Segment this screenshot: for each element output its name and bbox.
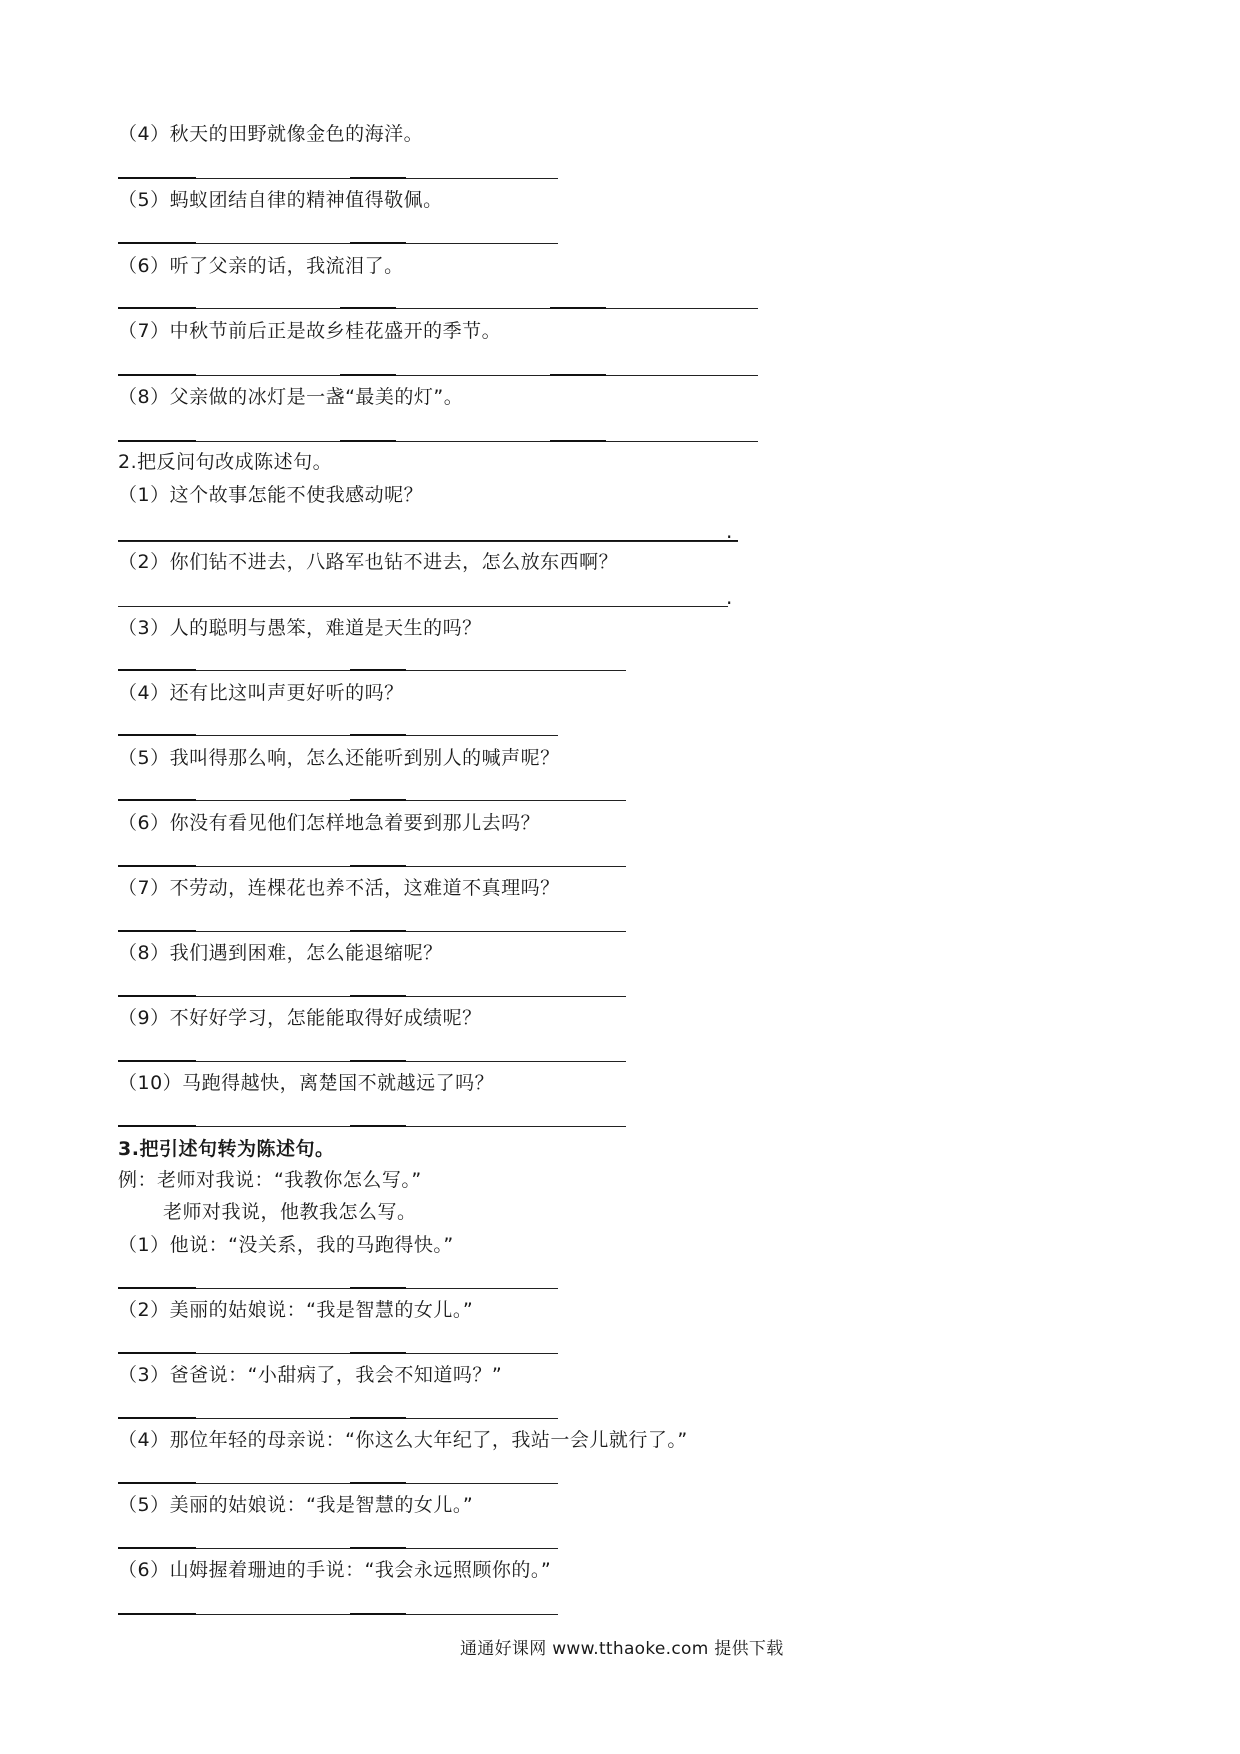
answer-line[interactable] — [118, 441, 758, 442]
s2-item-4: （4）还有比这叫声更好听的吗？ — [118, 682, 404, 704]
answer-line[interactable] — [118, 541, 738, 542]
s3-item-5: （5）美丽的姑娘说：“我是智慧的女儿。” — [118, 1494, 474, 1516]
footer-credit: 通通好课网 www.tthaoke.com 提供下载 — [460, 1639, 784, 1659]
s2-item-6: （6）你没有看见他们怎样地急着要到那儿去吗？ — [118, 812, 541, 834]
s1-item-7: （7）中秋节前后正是故乡桂花盛开的季节。 — [118, 320, 502, 342]
s2-item-8: （8）我们遇到困难，怎么能退缩呢？ — [118, 942, 443, 964]
s2-item-7: （7）不劳动，连棵花也养不活，这难道不真理吗？ — [118, 877, 560, 899]
answer-line[interactable] — [118, 375, 758, 376]
s1-item-5: （5）蚂蚁团结自律的精神值得敬佩。 — [118, 189, 443, 211]
period-mark: . — [726, 585, 733, 609]
answer-line[interactable] — [118, 308, 758, 309]
answer-line[interactable] — [118, 606, 728, 607]
s2-item-2: （2）你们钻不进去，八路军也钻不进去，怎么放东西啊？ — [118, 551, 619, 573]
s1-item-6: （6）听了父亲的话，我流泪了。 — [118, 255, 404, 277]
s3-item-3: （3）爸爸说：“小甜病了，我会不知道吗？” — [118, 1364, 503, 1386]
period-mark: . — [726, 519, 733, 543]
example-answer: 老师对我说，他教我怎么写。 — [163, 1201, 417, 1223]
s2-item-1: （1）这个故事怎能不使我感动呢？ — [118, 484, 424, 506]
s3-item-2: （2）美丽的姑娘说：“我是智慧的女儿。” — [118, 1299, 474, 1321]
s2-item-9: （9）不好好学习，怎能能取得好成绩呢？ — [118, 1007, 482, 1029]
s1-item-4: （4）秋天的田野就像金色的海洋。 — [118, 123, 424, 145]
s3-item-6: （6）山姆握着珊迪的手说：“我会永远照顾你的。” — [118, 1559, 552, 1581]
s2-item-5: （5）我叫得那么响，怎么还能听到别人的喊声呢？ — [118, 747, 560, 769]
s1-item-8: （8）父亲做的冰灯是一盏“最美的灯”。 — [118, 386, 464, 408]
s2-item-3: （3）人的聪明与愚笨，难道是天生的吗？ — [118, 617, 482, 639]
s3-item-4: （4）那位年轻的母亲说：“你这么大年纪了，我站一会儿就行了。” — [118, 1429, 688, 1451]
section-3-heading: 3.把引述句转为陈述句。 — [118, 1138, 335, 1160]
s3-item-1: （1）他说：“没关系，我的马跑得快。” — [118, 1234, 454, 1256]
example-quote: 例：老师对我说：“我教你怎么写。” — [118, 1169, 422, 1191]
section-2-heading: 2.把反问句改成陈述句。 — [118, 451, 333, 473]
s2-item-10: （10）马跑得越快，离楚国不就越远了吗？ — [118, 1072, 495, 1094]
